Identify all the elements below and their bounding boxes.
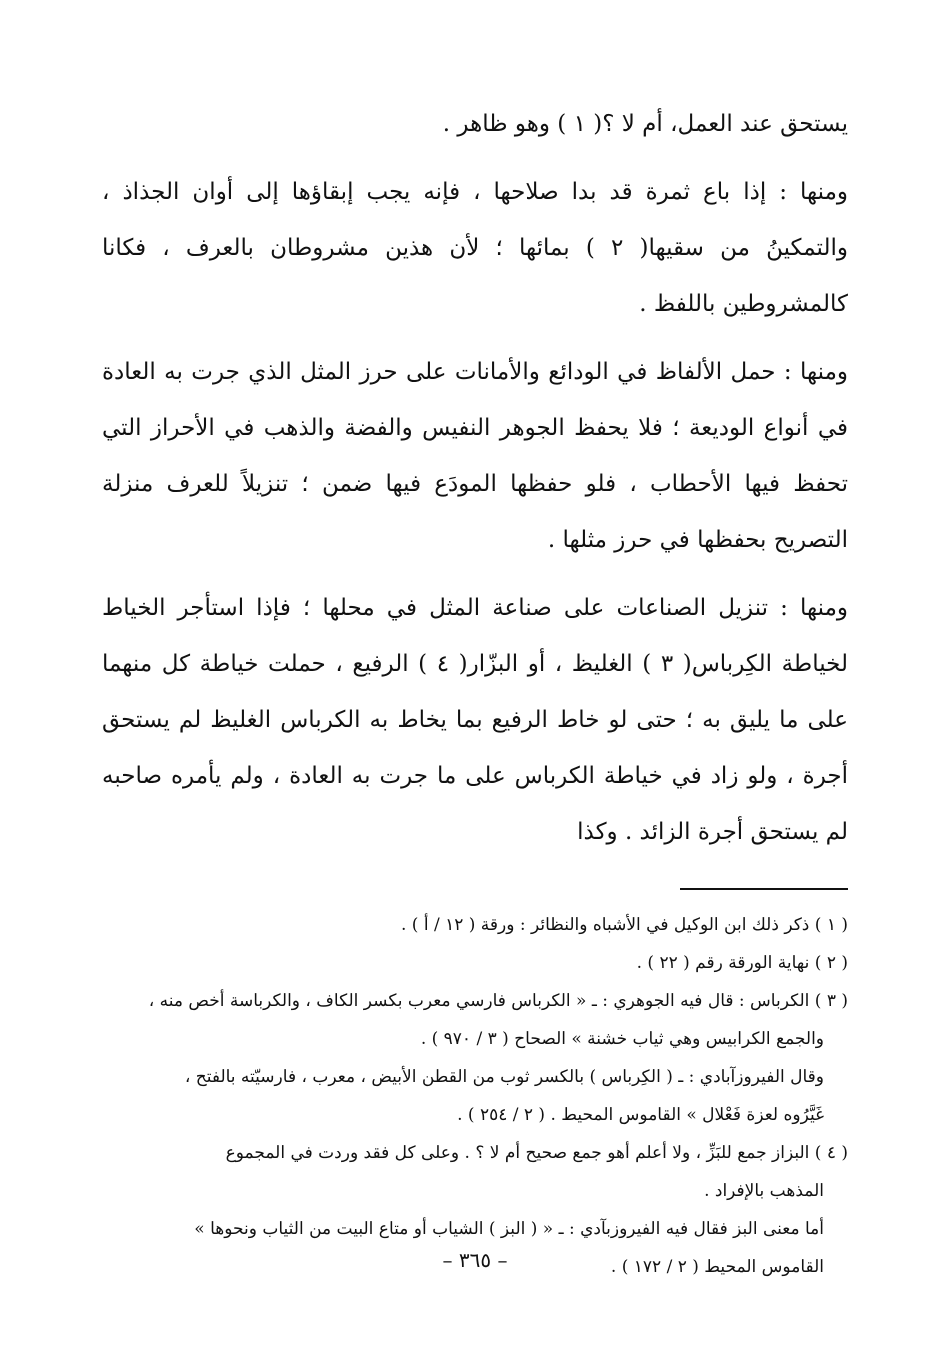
main-text [102,96,848,860]
footnote-3-continuation: والجمع الكرابيس وهي ثياب خشنة » الصحاح ( ٣ / ٩٧٠ ) . [420,1029,824,1049]
footnotes [102,906,848,1286]
paragraph-4: ومنها : تنزيل الصناعات على صناعة المثل في محلها ؛ فإذا استأجر الخياط لخياطة الكِرباس( ٣ ) الغليظ ، أو البزّار( ٤ ) الرفيع ، حملت خياطة كل منهما على ما يليق به ؛ حتى لو خاط الرفيع بما يخاط به الكرباس الغليظ لم يستحق أجرة ، ولو زاد في خياطة الكرباس على ما جرت به العادة ، ولم يأمره صاحبه لم يستحق أجرة الزائد . وكذا [102,595,849,845]
footnote-4-meaning: أما معنى البز فقال فيه الفيروزبآدي : ـ « ( البز ) الشياب أو متاع البيت من الثياب ونحوها » [194,1219,824,1239]
footnote-1: ( ١ ) ذكر ذلك ابن الوكيل في الأشباه والنظائر : ورقة ( ١٢ / أ ) . [400,915,848,935]
document-page [102,96,848,1326]
footnote-2: ( ٢ ) نهاية الورقة رقم ( ٢٢ ) . [636,953,848,973]
footnote-3-firuzabadi-continuation: غَيَّرُوه لعزة فَعْلال » القاموس المحيط . ( ٢ / ٢٥٤ ) . [457,1105,824,1125]
footnote-3-firuzabadi: وقال الفيروزآبادي : ـ ( الكِرباس ) بالكسر ثوب من القطن الأبيض ، معرب ، فارسيّته بالفتح ، [184,1067,824,1087]
paragraph-3: ومنها : حمل الألفاظ في الودائع والأمانات على حرز المثل الذي جرت به العادة في أنواع الوديعة ؛ فلا يحفظ الجوهر النفيس والفضة والذهب في الأحراز التي تحفظ فيها الأحطاب ، فلو حفظها المودَع فيها ضمن ؛ تنزيلاً للعرف منزلة التصريح بحفظها في حرز مثلها . [102,359,848,553]
footnote-4-meaning-continuation: القاموس المحيط ( ٢ / ١٧٢ ) . [610,1257,824,1277]
paragraph-2: ومنها : إذا باع ثمرة قد بدا صلاحها ، فإنه يجب إبقاؤها إلى أوان الجذاذ ، والتمكينُ من سقيها( ٢ ) بمائها ؛ لأن هذين مشروطان بالعرف ، فكانا كالمشروطين باللفظ . [102,179,848,317]
paragraph-1: يستحق عند العمل، أم لا ؟( ١ ) وهو ظاهر . [442,111,848,137]
footnote-separator [680,888,848,890]
page-number: – ٣٦٥ – [442,1248,508,1272]
footnote-3: ( ٣ ) الكرباس : قال فيه الجوهري : ـ « الكرباس فارسي معرب بكسر الكاف ، والكرباسة أخص منه ، [148,991,848,1011]
footnote-4-continuation: المذهب بالإفراد . [704,1181,824,1201]
footnote-4: ( ٤ ) البزاز جمع للبَزِّ ، ولا أعلم أهو جمع صحيح أم لا ؟ . وعلى كل فقد وردت في المجموع [225,1143,848,1163]
